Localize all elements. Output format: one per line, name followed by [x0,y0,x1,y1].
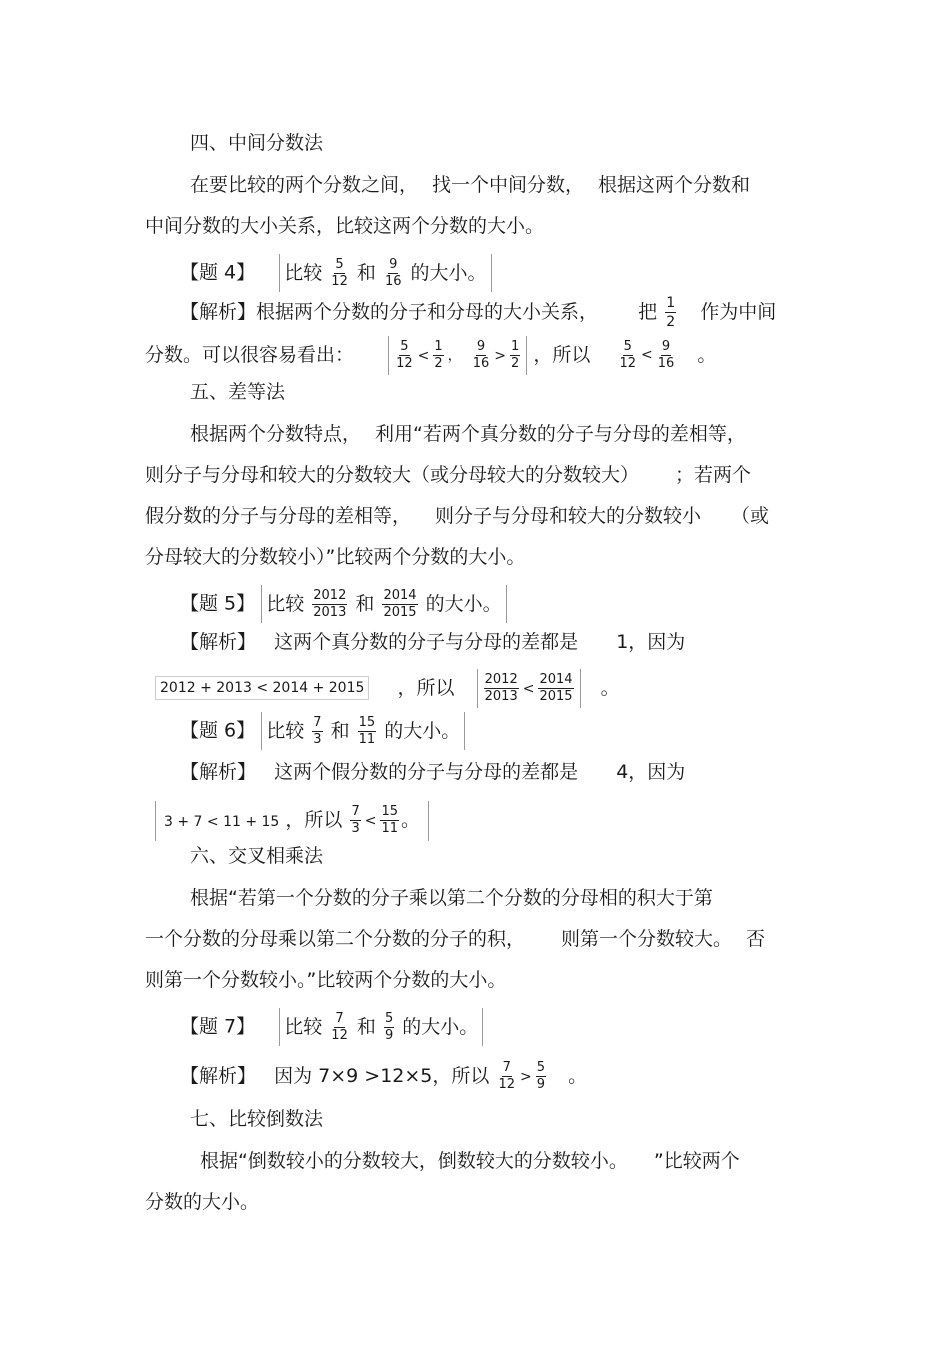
fraction-2014-2015 [538,673,573,704]
question-label: 【题 7】 [180,1015,256,1038]
analysis-6-formula [155,801,429,841]
text-span: 分数。可以很容易看出： [145,343,355,366]
fraction-1-2 [433,340,443,371]
fraction-2014-2015 [382,589,417,620]
fraction-5-9 [384,1012,394,1043]
section-7-heading: 七、比较倒数法 [190,1108,324,1130]
fraction-numerator: 7 [502,1060,511,1075]
question-label: 【题 5】 [180,592,256,615]
fraction-denominator: 3 [313,732,322,747]
fraction-5-12 [395,340,414,371]
fraction-denominator: 12 [619,355,636,371]
text-span: ，所以 [533,343,591,366]
less-than-sign: < [522,680,535,697]
text-span: 则分子与分母和较大的分数较大（或分母较大的分数较大） [145,464,640,486]
fraction-5-12 [330,258,349,289]
question-7 [180,1008,483,1043]
text-span: 在要比较的两个分数之间， [190,174,419,196]
fraction-denominator: 2 [434,356,443,371]
inequality-3-7-11-15: 3 + 7 < 11 + 15 [164,814,280,830]
fraction-9-16 [472,340,491,371]
analysis-6-line-1 [180,757,685,787]
fraction-denominator: 11 [358,732,376,747]
fraction-1-2 [665,295,676,330]
text-span: 根据这两个分数和 [598,174,751,196]
formula-text: 和 [330,720,350,742]
text-span: 假分数的分子与分母的差相等， [145,505,412,527]
analysis-4-result [616,340,677,371]
text-span: ，所以 [397,676,455,699]
formula-text: 和 [356,262,376,284]
fraction-numerator: 1 [434,339,443,354]
section-5-desc-line-1 [190,419,746,449]
text-span: 根据两个分数的分子和分母的大小关系， [256,301,599,323]
question-6-formula [261,712,465,750]
section-4-desc-line-2: 中间分数的大小关系，比较这两个分数的大小。 [145,215,545,237]
text-span: 一个分数的分母乘以第二个分数的分子的积， [145,928,526,950]
question-label: 【题 6】 [180,719,256,742]
fraction-9-16 [384,258,403,289]
section-4-heading: 四、中间分数法 [190,132,324,154]
fraction-5-12 [618,340,637,371]
text-span: 因为 7×9 >12×5，所以 [274,1065,490,1087]
fraction-denominator: 12 [396,356,413,371]
question-4 [180,254,492,289]
fraction-numerator: 7 [351,804,360,819]
fraction-9-16 [657,340,676,371]
formula-text: 比较 [266,593,305,615]
fraction-denominator: 9 [384,1028,394,1043]
text-span: 则第一个分数较大。 [561,928,733,950]
fraction-denominator: 9 [536,1077,545,1092]
fraction-denominator: 3 [351,821,360,836]
fraction-numerator: 2014 [383,588,417,603]
fraction-denominator: 2 [666,314,676,330]
text-span: 。 [401,809,421,831]
less-than-sign: < [640,347,653,364]
fraction-2012-2013 [484,673,519,704]
analysis-5-line-1 [180,627,685,657]
fraction-numerator: 2012 [313,588,347,603]
text-span: 否 [746,928,766,950]
fraction-denominator: 16 [384,274,402,289]
fraction-15-11 [380,805,399,836]
analysis-7-result [495,1061,548,1092]
text-span: 这两个假分数的分子与分母的差都是 [274,761,579,783]
analysis-4-line-2 [145,336,717,371]
fraction-denominator: 2 [511,356,520,371]
less-than-sign: < [417,347,430,364]
fraction-7-3 [350,805,360,836]
fraction-denominator: 16 [657,355,675,371]
analysis-4-line-1 [180,295,777,330]
fraction-numerator: 7 [335,1011,344,1026]
fraction-numerator: 5 [536,1060,545,1075]
fraction-numerator: 1 [511,339,520,354]
fraction-7-12 [330,1012,349,1043]
fraction-denominator: 12 [331,1028,348,1043]
text-span: ”比较两个 [653,1150,740,1172]
text-span: 根据“倒数较小的分数较大，倒数较大的分数较小。 [200,1150,628,1172]
question-5-formula [261,585,506,623]
text-span: 利用“若两个真分数的分子与分母的差相等， [375,423,746,445]
fraction-denominator: 2013 [484,689,518,704]
text-span: 找一个中间分数， [432,174,585,196]
fraction-1-2 [510,340,520,371]
text-span: 。 [568,1065,588,1087]
question-4-formula [279,254,491,292]
text-span: 。 [600,676,620,699]
text-span: 这两个真分数的分子与分母的差都是 [274,631,579,653]
formula-text: 的大小。 [402,1016,479,1038]
text-span: 把 [638,301,658,323]
text-span: 作为中间 [700,301,777,323]
fraction-numerator: 5 [623,338,632,354]
text-span: ，所以 [285,809,343,831]
text-span: 。 [697,343,717,366]
analysis-7 [180,1061,587,1091]
formula-text: 和 [355,593,375,615]
fraction-denominator: 2015 [539,689,573,704]
fraction-denominator: 2015 [383,605,417,620]
fraction-15-11 [358,716,377,747]
greater-than-sign: > [519,1068,532,1085]
text-span: 4，因为 [616,761,686,783]
fraction-numerator: 15 [358,715,376,730]
text-span: （或 [731,505,770,527]
question-label: 【题 4】 [180,261,256,284]
fraction-numerator: 9 [476,339,486,354]
inequality-2012-2015: 2012 + 2013 < 2014 + 2015 [155,676,369,700]
fraction-7-12 [497,1061,516,1092]
formula-text: 比较 [284,1016,323,1038]
analysis-label: 【解析】 [180,631,257,653]
fraction-numerator: 9 [389,257,398,272]
section-5-heading: 五、差等法 [190,381,286,403]
section-6-desc-line-1: 根据“若第一个分数的分子乘以第二个分数的分母相的积大于第 [190,887,713,909]
text-span: 根据两个分数特点， [190,423,362,445]
fraction-denominator: 11 [381,821,399,836]
fraction-numerator: 5 [400,339,409,354]
formula-text: 的大小。 [425,593,502,615]
text-span: 则分子与分母和较大的分数较小 [435,505,702,527]
section-6-desc-line-3: 则第一个分数较小。”比较两个分数的大小。 [145,969,507,991]
fraction-5-9 [536,1061,546,1092]
fraction-denominator: 12 [331,274,348,289]
section-5-desc-line-4: 分母较大的分数较小）”比较两个分数的大小。 [145,546,526,568]
question-6 [180,712,465,747]
greater-than-sign: > [494,347,506,364]
section-7-desc-line-1 [200,1146,740,1176]
analysis-5-line-2 [155,669,620,704]
fraction-numerator: 15 [381,804,399,819]
text-span: 1，因为 [616,631,686,653]
fraction-numerator: 2014 [539,672,573,687]
analysis-6-line-2 [155,801,429,836]
formula-text: 和 [356,1016,376,1038]
fraction-numerator: 7 [313,715,322,730]
fraction-denominator: 2013 [313,605,347,620]
formula-text: 比较 [284,262,323,284]
fraction-2012-2013 [312,589,347,620]
section-5-desc-line-2 [145,460,751,490]
section-6-heading: 六、交叉相乘法 [190,845,324,867]
comma: ， [447,347,462,364]
section-4-desc-line-1 [190,170,750,200]
question-5 [180,585,507,620]
formula-text: 比较 [266,720,305,742]
fraction-numerator: 1 [666,295,676,311]
analysis-label: 【解析】 [180,301,257,323]
analysis-5-result [477,669,581,708]
question-7-formula [279,1008,483,1046]
fraction-denominator: 12 [498,1077,515,1092]
formula-text: 的大小。 [384,720,461,742]
section-6-desc-line-2 [145,924,765,954]
fraction-numerator: 2012 [484,672,518,687]
analysis-label: 【解析】 [180,761,257,783]
fraction-numerator: 5 [384,1011,394,1026]
analysis-4-formula [388,336,527,375]
section-7-desc-line-2: 分数的大小。 [145,1191,260,1213]
fraction-numerator: 9 [661,338,671,354]
analysis-label: 【解析】 [180,1065,257,1087]
fraction-7-3 [312,716,322,747]
less-than-sign: < [364,812,377,829]
fraction-numerator: 5 [335,257,344,272]
text-span: ；若两个 [675,464,752,486]
formula-text: 的大小。 [410,262,487,284]
fraction-denominator: 16 [472,356,490,371]
section-5-desc-line-3 [145,501,769,531]
